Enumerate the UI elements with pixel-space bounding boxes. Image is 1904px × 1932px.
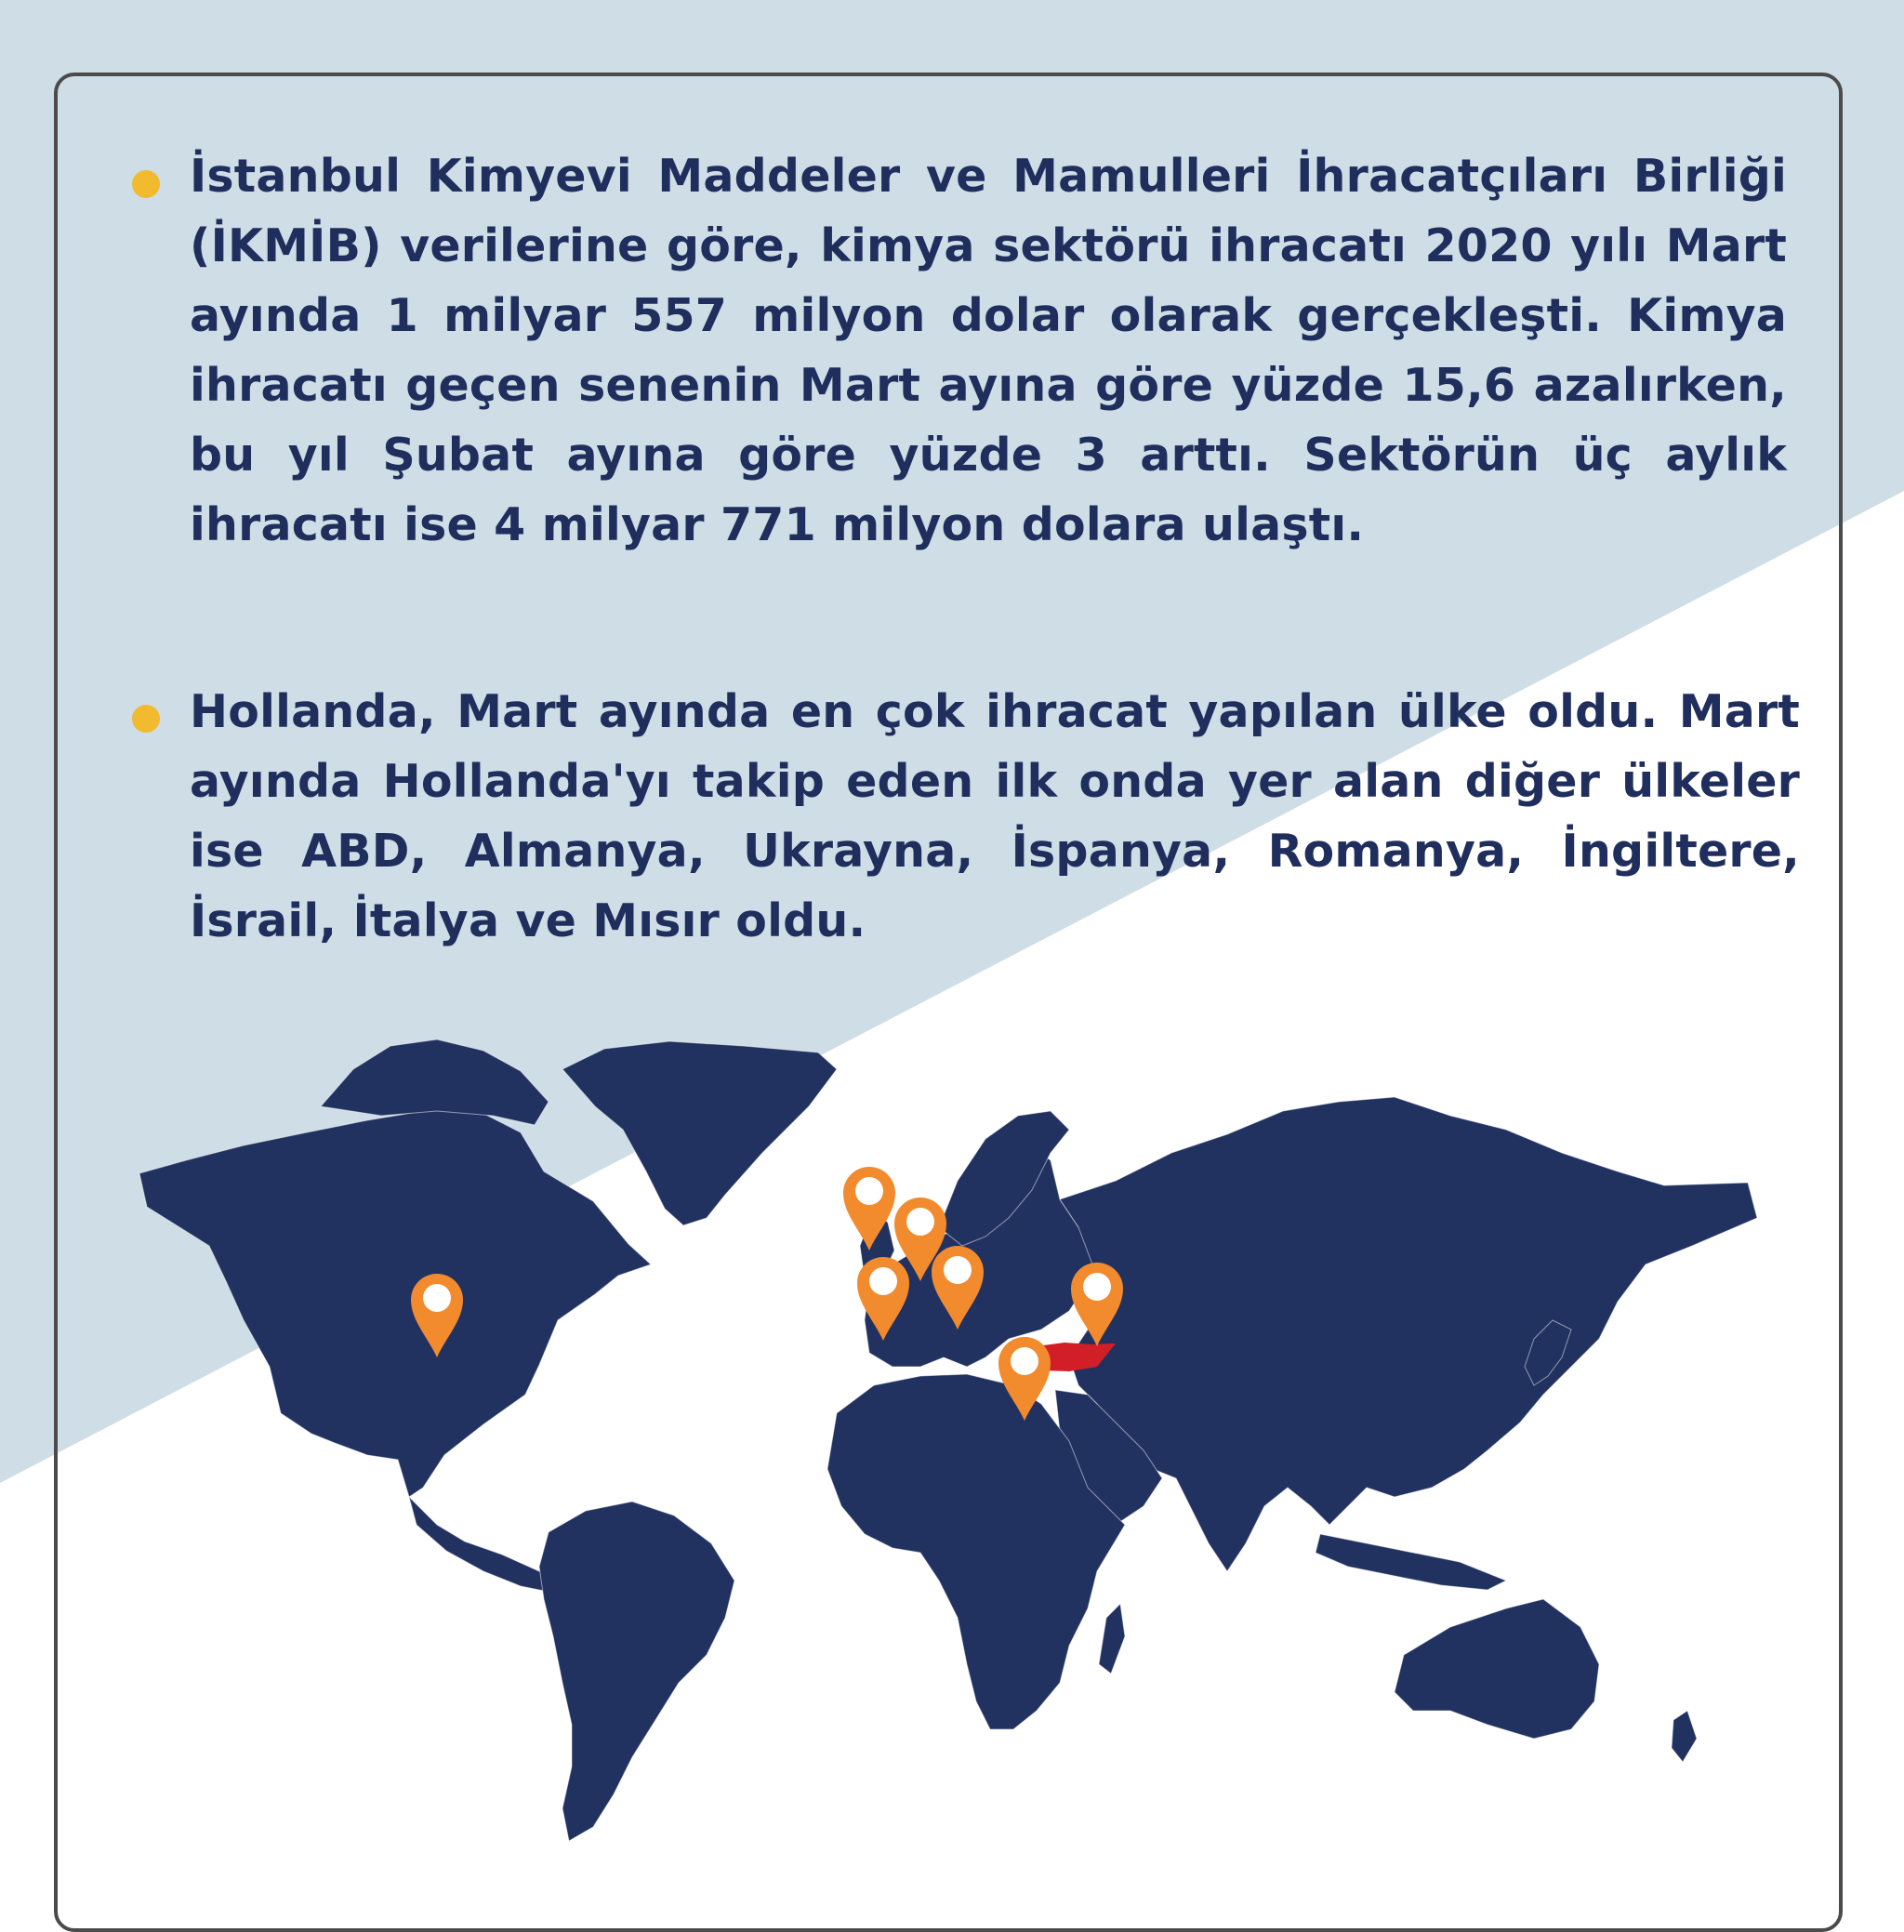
bullet-paragraph-top-countries: Hollanda, Mart ayında en çok ihracat yapılan ülke oldu. Mart ayında Hollanda'yı takip eden ilk onda yer alan diğer ülkeler ise ABD, Almanya, Ukrayna, İspanya, Romanya, İngiltere, İsrail, İtalya ve Mısır oldu. — [190, 685, 1800, 947]
asia-landmass — [1060, 1097, 1757, 1571]
north-america-landmass — [139, 1106, 651, 1497]
central-america-landmass — [409, 1497, 558, 1592]
south-america-landmass — [539, 1502, 734, 1841]
bullet-paragraph-export-stats: İstanbul Kimyevi Maddeler ve Mamulleri İhracatçıları Birliği (İKMİB) verilerine göre, kimya sektörü ihracatı 2020 yılı Mart ayında 1 milyar 557 milyon dolar olarak gerçekleşti. Kimya ihracatı geçen senenin Mart ayına göre yüzde 15,6 azalırken, bu yıl Şubat ayına göre yüzde 3 arttı. Sektörün üç aylık ihracatı ise 4 milyar 771 milyon dolara ulaştı. — [190, 150, 1787, 551]
indonesia-islands — [1316, 1534, 1506, 1590]
australia-landmass — [1395, 1599, 1599, 1739]
new-zealand-islands — [1672, 1711, 1697, 1762]
greenland-landmass — [562, 1041, 837, 1225]
madagascar-landmass — [1099, 1604, 1125, 1674]
